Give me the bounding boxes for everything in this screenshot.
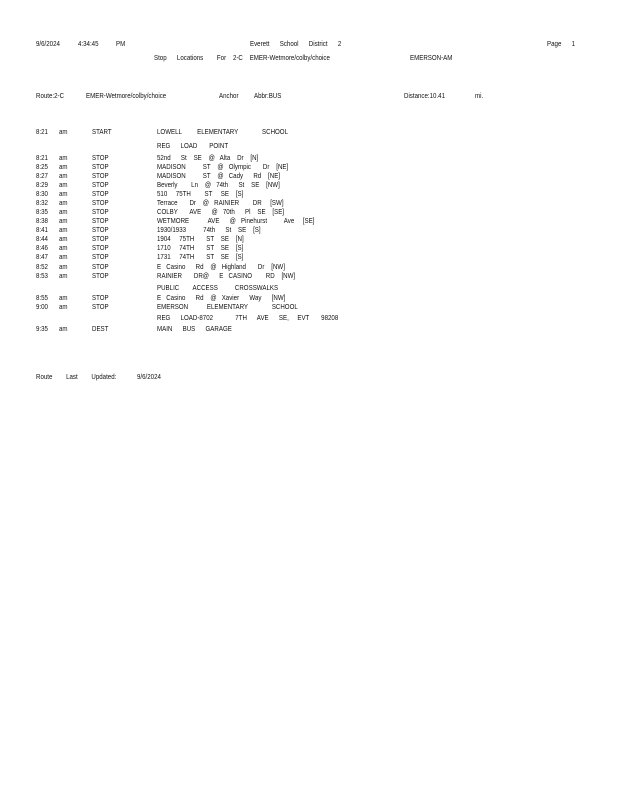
stop-location: EMERSON ELEMENTARY SCHOOL <box>157 302 298 311</box>
stop-row <box>0 283 618 292</box>
distance-unit: mi. <box>475 91 484 100</box>
district-name: Everett School District 2 <box>250 39 342 48</box>
stop-time: 9:35 <box>36 324 48 333</box>
last-updated-label: Route Last Updated: <box>36 372 117 381</box>
stop-row <box>0 127 618 136</box>
stop-row <box>0 225 618 234</box>
stop-time: 8:35 <box>36 207 48 216</box>
stop-type: STOP <box>92 216 109 225</box>
stop-location: PUBLIC ACCESS CROSSWALKS <box>157 283 279 292</box>
stop-time: 8:41 <box>36 225 48 234</box>
stop-type: STOP <box>92 171 109 180</box>
last-updated-date: 9/6/2024 <box>137 372 161 381</box>
stop-location: MADISON ST @ Cady Rd [NE] <box>157 171 281 180</box>
stop-row <box>0 293 618 302</box>
stop-row <box>0 141 618 150</box>
stop-ampm: am <box>59 252 68 261</box>
stop-type: STOP <box>92 225 109 234</box>
stop-ampm: am <box>59 225 68 234</box>
stop-location: E Casino Rd @ Highland Dr [NW] <box>157 262 285 271</box>
stop-row <box>0 180 618 189</box>
stop-location: Beverly Ln @ 74th St SE [NW] <box>157 180 280 189</box>
stop-ampm: am <box>59 262 68 271</box>
stop-ampm: am <box>59 171 68 180</box>
stop-ampm: am <box>59 153 68 162</box>
stop-time: 8:53 <box>36 271 48 280</box>
stop-type: STOP <box>92 162 109 171</box>
stop-ampm: am <box>59 180 68 189</box>
stop-location: Terrace Dr @ RAINIER DR [SW] <box>157 198 284 207</box>
stop-time: 8:47 <box>36 252 48 261</box>
stop-time: 8:30 <box>36 189 48 198</box>
route-id: Route:2-C <box>36 91 65 100</box>
stop-time: 8:29 <box>36 180 48 189</box>
stop-type: START <box>92 127 112 136</box>
report-time: 4:34:45 <box>78 39 99 48</box>
stop-type: STOP <box>92 189 109 198</box>
run-name: EMERSON-AM <box>410 53 453 62</box>
stop-type: STOP <box>92 198 109 207</box>
stop-row <box>0 262 618 271</box>
stop-type: STOP <box>92 180 109 189</box>
stop-row <box>0 162 618 171</box>
stop-location: MADISON ST @ Olympic Dr [NE] <box>157 162 289 171</box>
stop-time: 8:21 <box>36 153 48 162</box>
stop-type: STOP <box>92 271 109 280</box>
page-number: Page 1 <box>547 39 576 48</box>
stop-row <box>0 313 618 322</box>
stop-ampm: am <box>59 198 68 207</box>
stop-row <box>0 207 618 216</box>
route-distance: Distance:10.41 <box>404 91 446 100</box>
stop-type: STOP <box>92 252 109 261</box>
stop-row <box>0 216 618 225</box>
stop-ampm: am <box>59 243 68 252</box>
stop-ampm: am <box>59 234 68 243</box>
stop-time: 8:46 <box>36 243 48 252</box>
stop-row <box>0 324 618 333</box>
stop-ampm: am <box>59 189 68 198</box>
stop-location: REG LOAD POINT <box>157 141 229 150</box>
report-ampm: PM <box>116 39 126 48</box>
stop-location: MAIN BUS GARAGE <box>157 324 232 333</box>
stop-location: 52nd St SE @ Alta Dr [N] <box>157 153 259 162</box>
stop-ampm: am <box>59 293 68 302</box>
stop-location: REG LOAD-8702 7TH AVE SE, EVT 98208 <box>157 313 339 322</box>
stop-row <box>0 302 618 311</box>
stop-location: LOWELL ELEMENTARY SCHOOL <box>157 127 289 136</box>
stop-ampm: am <box>59 302 68 311</box>
stop-row <box>0 234 618 243</box>
stop-row <box>0 198 618 207</box>
stop-type: STOP <box>92 153 109 162</box>
stop-row <box>0 243 618 252</box>
stop-time: 8:21 <box>36 127 48 136</box>
anchor-label: Anchor <box>219 91 239 100</box>
stop-ampm: am <box>59 207 68 216</box>
stop-time: 8:44 <box>36 234 48 243</box>
stop-ampm: am <box>59 271 68 280</box>
stop-ampm: am <box>59 127 68 136</box>
stop-type: STOP <box>92 234 109 243</box>
report-date: 9/6/2024 <box>36 39 60 48</box>
stop-ampm: am <box>59 324 68 333</box>
stop-location: 1930/1933 74th St SE [S] <box>157 225 261 234</box>
report-title: Stop Locations For 2-C EMER-Wetmore/colby/choice <box>154 53 330 62</box>
stop-location: 1710 74TH ST SE [S] <box>157 243 244 252</box>
stop-type: STOP <box>92 302 109 311</box>
stop-type: STOP <box>92 207 109 216</box>
stop-time: 8:32 <box>36 198 48 207</box>
stop-location: 1904 75TH ST SE [N] <box>157 234 244 243</box>
anchor-abbr: Abbr:BUS <box>254 91 282 100</box>
stop-row <box>0 271 618 280</box>
stop-location: E Casino Rd @ Xavier Way [NW] <box>157 293 286 302</box>
stop-location: COLBY AVE @ 70th Pl SE [SE] <box>157 207 285 216</box>
stop-time: 8:52 <box>36 262 48 271</box>
stop-row <box>0 189 618 198</box>
stop-ampm: am <box>59 216 68 225</box>
stop-location: 1731 74TH ST SE [S] <box>157 252 244 261</box>
stop-row <box>0 153 618 162</box>
stop-row <box>0 171 618 180</box>
stop-type: STOP <box>92 262 109 271</box>
stop-type: DEST <box>92 324 109 333</box>
stop-row <box>0 252 618 261</box>
stop-time: 8:25 <box>36 162 48 171</box>
stop-time: 8:38 <box>36 216 48 225</box>
stop-location: RAINIER DR@ E CASINO RD [NW] <box>157 271 296 280</box>
stop-type: STOP <box>92 293 109 302</box>
stop-location: WETMORE AVE @ Pinehurst Ave [SE] <box>157 216 315 225</box>
stop-type: STOP <box>92 243 109 252</box>
stop-location: 510 75TH ST SE [S] <box>157 189 244 198</box>
route-description: EMER-Wetmore/colby/choice <box>86 91 167 100</box>
stop-time: 9:00 <box>36 302 48 311</box>
stop-time: 8:55 <box>36 293 48 302</box>
stop-ampm: am <box>59 162 68 171</box>
stop-time: 8:27 <box>36 171 48 180</box>
